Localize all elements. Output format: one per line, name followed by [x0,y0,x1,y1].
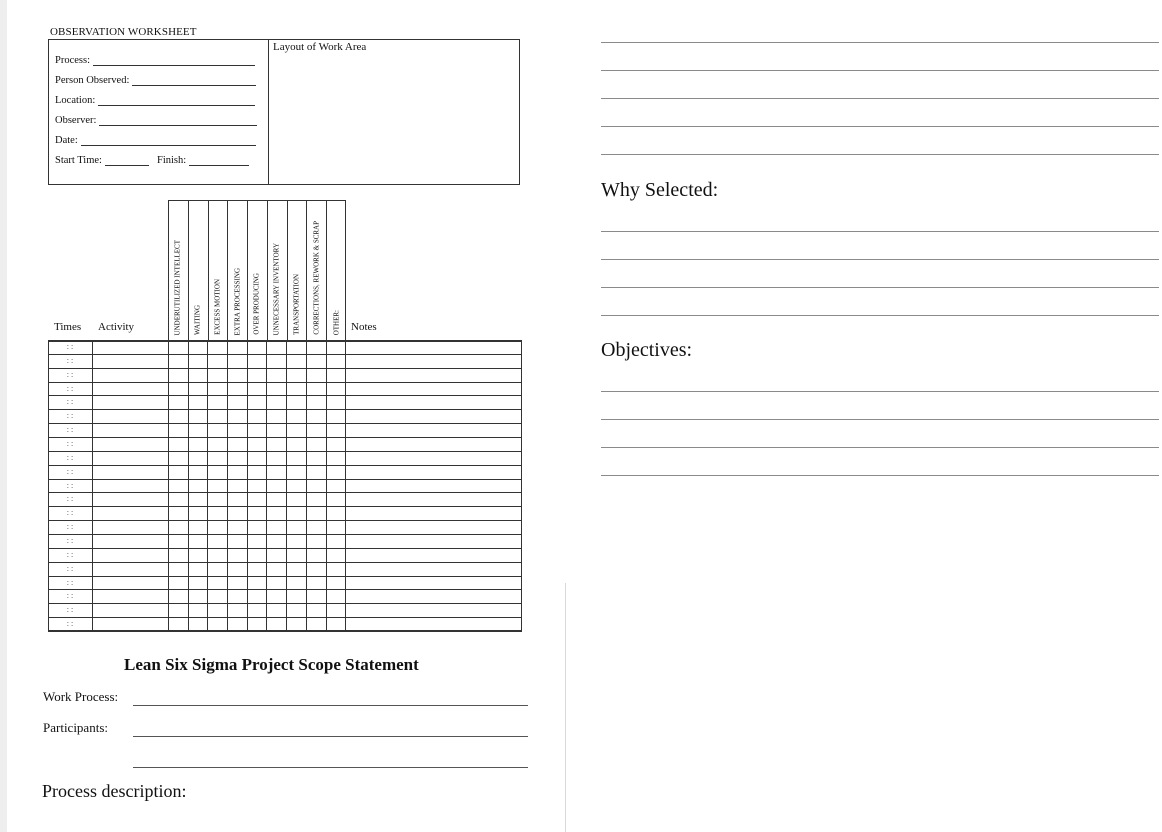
grid-column-line [227,340,228,631]
grid-row-line [48,630,522,632]
worksheet-title: OBSERVATION WORKSHEET [50,26,197,38]
time-entry-cell[interactable]: : : [66,342,74,351]
grid-column-line [306,340,307,631]
grid-column-line [326,340,327,631]
activity-column-header: Activity [98,321,135,333]
grid-row-line [48,492,522,493]
observation-grid [48,340,522,631]
observer-label: Observer: [55,115,97,126]
grid-column-line [168,340,169,631]
category-label: UNNECESSARY INVENTORY [272,242,281,335]
time-field [55,152,249,166]
work-process-label: Work Process: [43,689,119,704]
objectives-line-3[interactable] [601,447,1159,448]
start-time-label: Start Time: [55,155,102,166]
objectives-line-1[interactable] [601,391,1159,392]
why-selected-line-3[interactable] [601,287,1159,288]
time-entry-cell[interactable]: : : [66,578,74,587]
date-field [55,132,256,146]
date-line[interactable] [81,133,256,146]
time-entry-cell[interactable]: : : [66,453,74,462]
category-label: WAITING [193,305,202,335]
time-entry-cell[interactable]: : : [66,605,74,614]
category-column-header [267,200,287,340]
scope-statement-title: Lean Six Sigma Project Scope Statement [124,655,419,674]
grid-row-line [48,617,522,618]
time-entry-cell[interactable]: : : [66,439,74,448]
time-entry-cell[interactable]: : : [66,536,74,545]
category-label: EXCESS MOTION [213,279,222,335]
person-observed-label: Person Observed: [55,75,130,86]
objectives-heading: Objectives: [601,339,693,361]
top-line-2[interactable] [601,70,1159,71]
grid-row-line [48,451,522,452]
grid-column-line [207,340,208,631]
time-entry-cell[interactable]: : : [66,467,74,476]
grid-row-line [48,340,522,342]
grid-column-line [92,340,93,631]
top-line-4[interactable] [601,126,1159,127]
grid-row-line [48,409,522,410]
process-description-label: Process description: [42,781,187,801]
why-selected-line-1[interactable] [601,231,1159,232]
category-column-header [247,200,267,340]
participants-label: Participants: [43,720,108,735]
category-label: OVER PRODUCING [252,273,261,335]
grid-column-line [286,340,287,631]
grid-row-line [48,534,522,535]
grid-row-line [48,562,522,563]
why-selected-line-2[interactable] [601,259,1159,260]
worksheet-header-box [48,39,520,185]
category-column-header [188,200,208,340]
time-entry-cell[interactable]: : : [66,550,74,559]
person-observed-field [55,72,256,86]
time-entry-cell[interactable]: : : [66,481,74,490]
time-entry-cell[interactable]: : : [66,619,74,628]
grid-row-line [48,395,522,396]
time-entry-cell[interactable]: : : [66,591,74,600]
grid-row-line [48,465,522,466]
objectives-line-2[interactable] [601,419,1159,420]
why-selected-line-4[interactable] [601,315,1159,316]
participants-line-2[interactable] [133,767,528,768]
time-entry-cell[interactable]: : : [66,370,74,379]
category-column-header [306,200,326,340]
category-label: OTHER: [332,309,341,335]
category-column-header [208,200,228,340]
category-label: EXTRA PROCESSING [233,267,242,335]
observer-field [55,112,257,126]
finish-line[interactable] [189,153,249,166]
grid-row-line [48,548,522,549]
work-process-line[interactable] [133,705,528,706]
header-box-divider [268,40,269,184]
grid-row-line [48,603,522,604]
person-observed-line[interactable] [132,73,256,86]
category-column-header [287,200,307,340]
location-field [55,92,255,106]
top-line-1[interactable] [601,42,1159,43]
grid-row-line [48,506,522,507]
observer-line[interactable] [99,113,257,126]
date-label: Date: [55,135,78,146]
objectives-line-4[interactable] [601,475,1159,476]
category-column-header [168,200,188,340]
process-label: Process: [55,55,90,66]
time-entry-cell[interactable]: : : [66,356,74,365]
time-entry-cell[interactable]: : : [66,411,74,420]
grid-row-line [48,589,522,590]
category-column-header [227,200,247,340]
grid-row-line [48,368,522,369]
why-selected-heading: Why Selected: [601,179,719,201]
time-entry-cell[interactable]: : : [66,384,74,393]
grid-column-line [266,340,267,631]
grid-row-line [48,437,522,438]
participants-line-1[interactable] [133,736,528,737]
grid-column-line [521,340,522,631]
category-label: TRANSPORTATION [292,274,301,335]
grid-column-line [188,340,189,631]
top-line-5[interactable] [601,154,1159,155]
waste-category-headers [168,200,346,340]
category-label: CORRECTIONS, REWORK & SCRAP [312,221,321,335]
grid-row-line [48,354,522,355]
top-line-3[interactable] [601,98,1159,99]
category-label: UNDERUTILIZED INTELLECT [173,239,182,335]
times-column-header: Times [54,321,82,333]
time-entry-cell[interactable]: : : [66,425,74,434]
finish-label: Finish: [156,155,187,166]
grid-row-line [48,382,522,383]
time-entry-cell[interactable]: : : [66,508,74,517]
time-entry-cell[interactable]: : : [66,564,74,573]
time-entry-cell[interactable]: : : [66,494,74,503]
notes-column-header: Notes [351,321,377,333]
process-line[interactable] [93,53,255,66]
grid-row-line [48,479,522,480]
grid-column-line [345,340,346,631]
location-line[interactable] [98,93,255,106]
page-divider [565,583,566,832]
left-margin [0,0,7,832]
grid-column-line [48,340,49,631]
time-entry-cell[interactable]: : : [66,397,74,406]
layout-of-work-area-label: Layout of Work Area [273,41,367,53]
category-column-header [326,200,346,340]
location-label: Location: [55,95,96,106]
grid-column-line [247,340,248,631]
grid-row-line [48,423,522,424]
grid-row-line [48,520,522,521]
process-field [55,52,255,66]
grid-row-line [48,576,522,577]
time-entry-cell[interactable]: : : [66,522,74,531]
start-time-line[interactable] [105,153,149,166]
